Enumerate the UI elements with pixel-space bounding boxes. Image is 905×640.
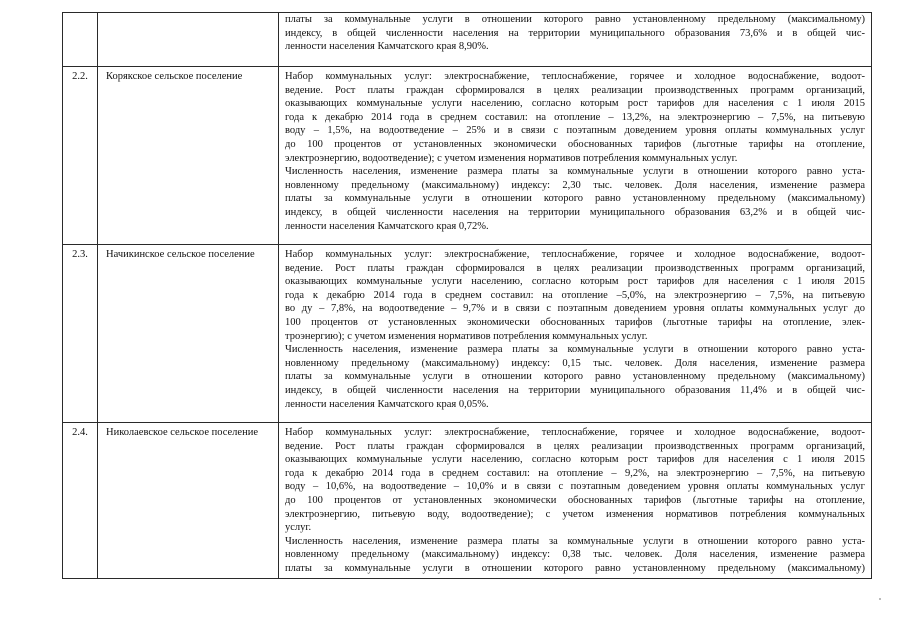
text-line: до 100 процентов от установленных экономически обоснованных тарифов (льготные тарифы на отопление, — [285, 494, 865, 506]
text-line: платы за коммунальные услуги в отношении которого равно установленному предельному (максимальному) — [285, 562, 865, 574]
text-line: до 100 процентов от установленных экономически обоснованных тарифов (льготные тарифы на отопление, — [285, 138, 865, 150]
text-line: Численность населения, изменение размера платы за коммунальные услуги в отношении которого равно уста- — [285, 344, 865, 356]
text-line: троэнергию); с учетом изменения нормативов потребления коммунальных услуг. — [285, 330, 648, 342]
document-table — [62, 12, 872, 579]
text-line: Набор коммунальных услуг: электроснабжение, теплоснабжение, горячее и холодное водоснабжение, водоот- — [285, 71, 865, 82]
text-line: ведение. Рост платы граждан сформировался в целях реализации производственных программ организаций, — [285, 84, 865, 96]
text-line: 100 процентов от установленных экономически обоснованных тарифов (льготные тарифы на отопление, элек- — [285, 316, 865, 328]
text-line: электроэнергию, питьевую воду, водоотведение); с учетом изменения нормативов потребления коммунальных — [285, 508, 865, 520]
text-line: новленному предельному (максимальному) индексу: 0,38 тыс. человек. Доля населения, изменение размера — [285, 549, 865, 561]
text-line: года к декабрю 2014 года в среднем составил: на отопление – 13,2%, на электроэнергию – 7,5%, на питьевую — [285, 111, 865, 123]
table-row — [63, 423, 872, 579]
table-row — [63, 245, 872, 423]
settlement-name: Николаевское сельское поселение — [98, 423, 279, 579]
table-row — [63, 67, 872, 245]
text-line: ведение. Рост платы граждан сформировался в целях реализации производственных программ организаций, — [285, 440, 865, 452]
text-line: новленному предельному (максимальному) индексу: 2,30 тыс. человек. Доля населения, изменение размера — [285, 179, 865, 191]
text-line: индексу, в общей численности населения на территории муниципального образования 63,2% и в общей чис- — [285, 206, 865, 218]
text-line: платы за коммунальные услуги в отношении которого равно установленному предельному (максимальному) — [285, 14, 865, 25]
description-text — [285, 70, 865, 233]
table-row — [63, 13, 872, 67]
text-line: воду – 10,6%, на водоотведение – 10,0% и в связи с поэтапным доведением уровня оплаты коммунальных услуг — [285, 481, 865, 493]
settlement-name — [98, 13, 279, 67]
text-line: года к декабрю 2014 года в среднем составил: на отопление –5,0%, на электроэнергию – 7,5%, на питьевую — [285, 289, 865, 301]
row-number: 2.4. — [63, 423, 98, 579]
text-line: Набор коммунальных услуг: электроснабжение, теплоснабжение, горячее и холодное водоснабжение, водоот- — [285, 249, 865, 260]
text-line: платы за коммунальные услуги в отношении которого равно установленному предельному (максимальному) — [285, 371, 865, 383]
description-text — [285, 426, 865, 576]
text-line: Численность населения, изменение размера платы за коммунальные услуги в отношении которого равно уста- — [285, 535, 865, 547]
text-line: индексу, в общей численности населения на территории муниципального образования 11,4% и в общей чис- — [285, 384, 865, 396]
settlement-name: Корякское сельское поселение — [98, 67, 279, 245]
row-number: 2.2. — [63, 67, 98, 245]
description-cell — [279, 67, 872, 245]
description-cell — [279, 245, 872, 423]
text-line: платы за коммунальные услуги в отношении которого равно установленному предельному (максимальному) — [285, 193, 865, 205]
text-line: оказывающих коммунальные услуги населению, согласно которым рост тарифов для населения с 1 июля 2015 — [285, 454, 865, 466]
text-line: ведение. Рост платы граждан сформировался в целях реализации производственных программ организаций, — [285, 262, 865, 274]
text-line: новленному предельному (максимальному) индексу: 0,15 тыс. человек. Доля населения, изменение размера — [285, 357, 865, 369]
row-number — [63, 13, 98, 67]
text-line: Численность населения, изменение размера платы за коммунальные услуги в отношении которого равно уста- — [285, 166, 865, 178]
text-line: оказывающих коммунальные услуги населению, согласно которым рост тарифов для населения с 1 июля 2015 — [285, 276, 865, 288]
text-line: ленности населения Камчатского края 8,90%. — [285, 41, 489, 53]
scan-speck — [879, 598, 881, 600]
description-text — [285, 13, 865, 54]
text-line: ленности населения Камчатского края 0,05%. — [285, 398, 489, 410]
description-cell — [279, 423, 872, 579]
text-line: ленности населения Камчатского края 0,72%. — [285, 220, 489, 232]
text-line: электроэнергию, водоотведение); с учетом изменения нормативов потребления коммунальных услуг. — [285, 152, 738, 164]
text-line: воду – 1,5%, на водоотведение – 25% и в связи с поэтапным доведением уровня оплаты коммунальных услуг — [285, 125, 865, 137]
settlement-name: Начикинское сельское поселение — [98, 245, 279, 423]
description-text — [285, 248, 865, 411]
text-line: во ду – 7,8%, на водоотведение – 9,7% и в связи с поэтапным доведением уровня оплаты коммунальных услуг до — [285, 303, 865, 315]
text-line: Набор коммунальных услуг: электроснабжение, теплоснабжение, горячее и холодное водоснабжение, водоот- — [285, 427, 865, 438]
text-line: услуг. — [285, 522, 312, 534]
text-line: оказывающих коммунальные услуги населению, согласно которым рост тарифов для населения с 1 июля 2015 — [285, 98, 865, 110]
row-number: 2.3. — [63, 245, 98, 423]
description-cell — [279, 13, 872, 67]
text-line: года к декабрю 2014 года в среднем составил: на отопление – 9,2%, на электроэнергию – 7,5%, на питьевую — [285, 467, 865, 479]
text-line: индексу, в общей численности населения на территории муниципального образования 73,6% и в общей чис- — [285, 27, 865, 39]
